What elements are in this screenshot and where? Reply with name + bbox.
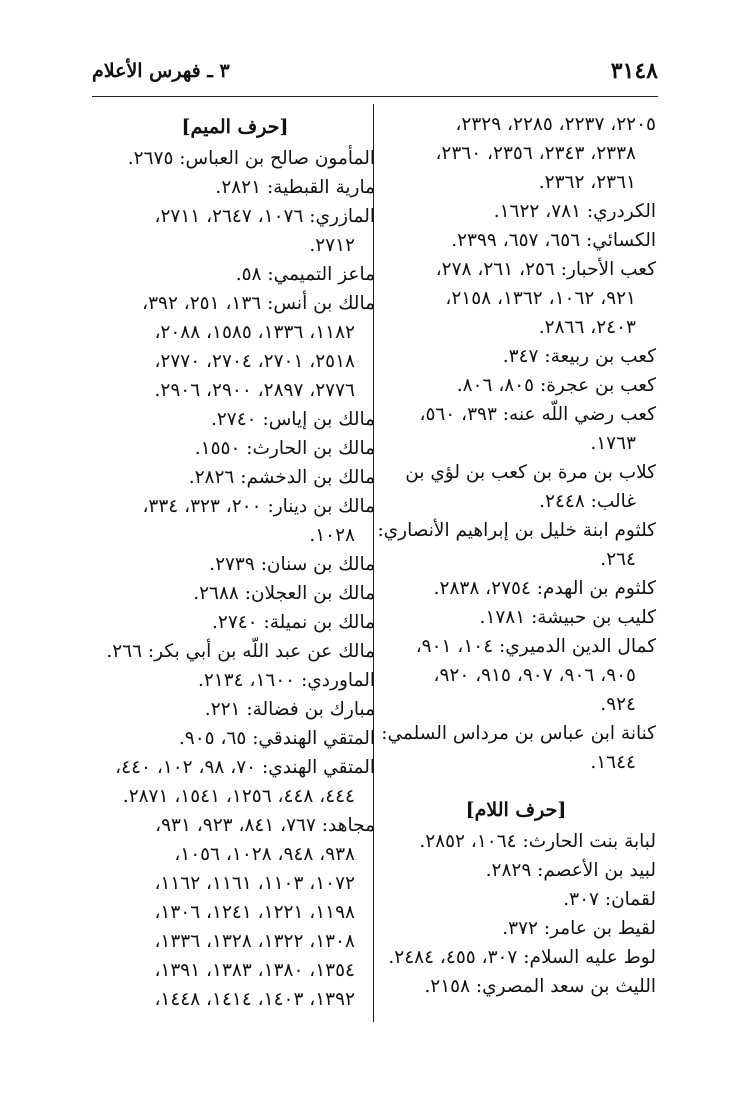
index-entry [376,719,656,777]
entry-line: مالك بن سنان: ٢٧٣٩. [209,554,375,575]
entry-line: ٢٢٠٥، ٢٢٣٧، ٢٢٨٥، ٢٣٢٩، [455,114,656,135]
entry-line: مالك بن نميلة: ٢٧٤٠. [212,612,375,633]
entry-continuation-line: ٢٦٤. [600,549,636,570]
header-rule [92,96,658,97]
index-entry [376,827,656,856]
entry-line: كلثوم بن الهدم: ٢٧٥٤، ٢٨٣٨. [433,578,656,599]
entry-continuation-line: ٩٢١، ١٠٦٢، ١٣٦٢، ٢١٥٨، [445,288,636,309]
entry-line: مالك بن الدخشم: ٢٨٢٦. [188,467,375,488]
entry-line: الماوردي: ١٦٠٠، ٢١٣٤. [197,670,375,691]
entry-continuation-line: ١٣٠٨، ١٣٢٢، ١٣٢٨، ١٣٣٦، [154,931,355,952]
index-entry [376,110,656,197]
entry-line: الكسائي: ٦٥٦، ٦٥٧، ٢٣٩٩. [451,230,656,251]
index-entry [95,753,375,811]
index-entry [95,463,375,492]
entry-line: مبارك بن فضالة: ٢٢١. [204,699,375,720]
index-entry [376,574,656,603]
entry-line: لقمان: ٣٠٧. [563,889,656,910]
index-entry [95,405,375,434]
index-entry [95,144,375,173]
index-entry [376,255,656,342]
entry-line: الليث بن سعد المصري: ٢١٥٨. [424,976,656,997]
index-entry [376,943,656,972]
entry-line: كعب بن ربيعة: ٣٤٧. [502,346,656,367]
index-entry [376,914,656,943]
entry-line: مالك بن إياس: ٢٧٤٠. [210,409,375,430]
index-entry [95,637,375,666]
entry-line: المازري: ١٠٧٦، ٢٦٤٧، ٢٧١١، [154,206,375,227]
entry-continuation-line: ١٣٥٤، ١٣٨٠، ١٣٨٣، ١٣٩١، [154,960,355,981]
index-entry [376,516,656,574]
index-column-left [95,110,375,1014]
entry-continuation-line: ٩٠٥، ٩٠٦، ٩٠٧، ٩١٥، ٩٢٠، [433,665,636,686]
entry-continuation-line: ٩٢٤. [600,694,636,715]
entry-line: مارية القبطية: ٢٨٢١. [215,177,375,198]
entry-line: لوط عليه السلام: ٣٠٧، ٤٥٥، ٢٤٨٤. [388,947,656,968]
index-entry [376,197,656,226]
index-entry [376,632,656,719]
index-entry [95,260,375,289]
entry-line: مالك بن الحارث: ١٥٥٠. [194,438,375,459]
entry-line: المتقي الهندي: ٧٠، ٩٨، ١٠٢، ٤٤٠، [115,757,375,778]
entry-line: كلثوم ابنة خليل بن إبراهيم الأنصاري: [377,520,656,541]
entry-line: كلاب بن مرة بن كعب بن لؤي بن [405,462,656,483]
entry-continuation-line: غالب: ٢٤٤٨. [539,491,636,512]
entry-continuation-line: ١٧٦٣. [590,433,636,454]
index-entry [95,579,375,608]
index-entry [95,608,375,637]
entry-continuation-line: ١١٨٢، ١٣٣٦، ١٥٨٥، ٢٠٨٨، [154,322,355,343]
index-entry [95,434,375,463]
entry-line: لبابة بنت الحارث: ١٠٦٤، ٢٨٥٢. [419,831,656,852]
entry-line: كنانة ابن عباس بن مرداس السلمي: [381,723,656,744]
entry-line: كعب الأحبار: ٢٥٦، ٢٦١، ٢٧٨، [435,259,656,280]
index-entry [376,885,656,914]
index-entry [95,695,375,724]
entry-line: مالك عن عبد اللّه بن أبي بكر: ٢٦٦. [106,641,375,662]
section-spacer [376,777,656,793]
index-entry [376,458,656,516]
running-head: ٣ ـ فهرس الأعلام [92,60,230,82]
index-entry [376,371,656,400]
entry-line: المتقي الهندقي: ٦٥، ٩٠٥. [178,728,375,749]
entry-line: مالك بن أنس: ١٣٦، ٢٥١، ٣٩٢، [142,293,375,314]
page-number: ٣١٤٨ [610,58,658,84]
index-entry [376,342,656,371]
entry-continuation-line: ٢٧١٢. [309,235,355,256]
index-entry [95,289,375,405]
index-entry [95,173,375,202]
page-header [92,52,658,92]
entry-continuation-line: ١٣٩٢، ١٤٠٣، ١٤١٤، ١٤٤٨، [154,989,355,1010]
index-entry [95,666,375,695]
index-entry [376,856,656,885]
entry-continuation-line: ١١٩٨، ١٢٢١، ١٢٤١، ١٣٠٦، [154,902,355,923]
index-entry [376,972,656,1001]
entry-continuation-line: ١٦٤٤. [590,752,636,773]
section-heading: [حرف الميم] [181,116,289,138]
entry-line: مالك بن دينار: ٢٠٠، ٣٢٣، ٣٣٤، [142,496,375,517]
entry-line: الكردري: ٧٨١، ١٦٢٢. [493,201,656,222]
entry-line: كعب رضي اللّه عنه: ٣٩٣، ٥٦٠، [419,404,656,425]
index-entry [95,550,375,579]
entry-continuation-line: ٢٤٠٣، ٢٨٦٦. [538,317,636,338]
section-heading: [حرف اللام] [465,799,567,821]
entry-line: لقيط بن عامر: ٣٧٢. [502,918,656,939]
entry-line: مالك بن العجلان: ٢٦٨٨. [193,583,375,604]
entry-continuation-line: ٤٤٤، ٤٤٨، ١٢٥٦، ١٥٤١، ٢٨٧١. [122,786,355,807]
entry-continuation-line: ٢٧٧٦، ٢٨٩٧، ٢٩٠٠، ٢٩٠٦. [154,380,355,401]
entry-line: ماعز التميمي: ٥٨. [235,264,375,285]
entry-line: لبيد بن الأعصم: ٢٨٢٩. [485,860,656,881]
entry-line: كليب بن حبيشة: ١٧٨١. [479,607,656,628]
index-entry [95,202,375,260]
entry-continuation-line: ١٠٢٨. [309,525,355,546]
index-entry [376,400,656,458]
index-entry [95,811,375,1014]
entry-line: مجاهد: ٧٦٧، ٨٤١، ٩٢٣، ٩٣١، [155,815,375,836]
entry-continuation-line: ٢٥١٨، ٢٧٠١، ٢٧٠٤، ٢٧٧٠، [154,351,355,372]
index-entry [376,603,656,632]
entry-continuation-line: ٩٣٨، ٩٤٨، ١٠٢٨، ١٠٥٦، [174,844,355,865]
index-column-right [376,110,656,1001]
index-entry [95,492,375,550]
index-entry [376,226,656,255]
entry-line: كعب بن عجرة: ٨٠٥، ٨٠٦. [456,375,656,396]
entry-line: كمال الدين الدميري: ١٠٤، ٩٠١، [415,636,656,657]
index-entry [95,724,375,753]
entry-line: المأمون صالح بن العباس: ٢٦٧٥. [127,148,375,169]
entry-continuation-line: ٢٣٣٨، ٢٣٤٣، ٢٣٥٦، ٢٣٦٠، [435,143,636,164]
entry-continuation-line: ١٠٧٢، ١١٠٣، ١١٦١، ١١٦٢، [154,873,355,894]
entry-continuation-line: ٢٣٦١، ٢٣٦٢. [538,172,636,193]
